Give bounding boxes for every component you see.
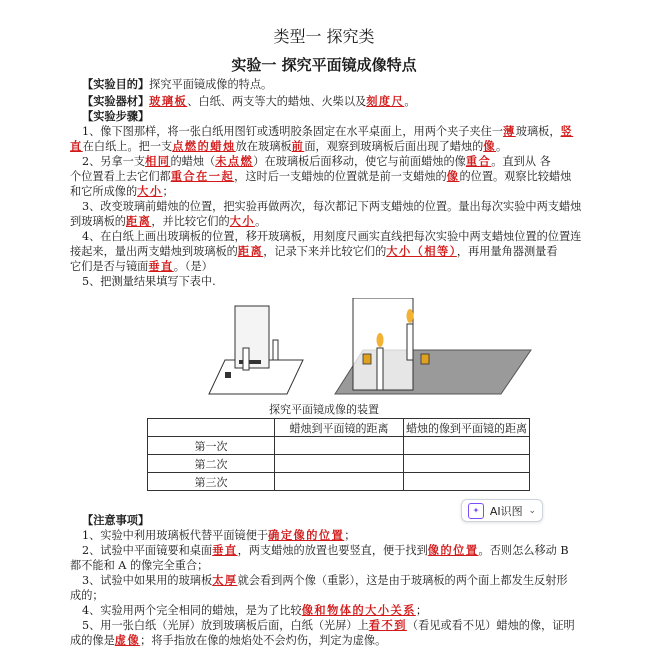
step-2-text-e: 个位置看上去它们都 bbox=[70, 170, 171, 183]
step-2-end: ； bbox=[162, 185, 174, 198]
equipment-end: 。 bbox=[404, 95, 416, 108]
answer-image-2: 像 bbox=[446, 169, 460, 183]
answer-perpendicular-2: 垂直 bbox=[212, 543, 238, 557]
step-4-text-d: ，再用量角器测量看 bbox=[456, 245, 558, 258]
step-5-line bbox=[82, 274, 622, 289]
step-2-line-b bbox=[70, 169, 610, 184]
clip-holder bbox=[239, 360, 261, 364]
table-cell[interactable] bbox=[404, 455, 530, 473]
row-label: 第二次 bbox=[148, 455, 275, 473]
row-label: 第一次 bbox=[148, 437, 275, 455]
image-flame-icon bbox=[407, 309, 414, 323]
glass-plate bbox=[235, 306, 269, 368]
step-3-text-b: 到玻璃板的 bbox=[70, 215, 126, 228]
step-2-line-a bbox=[82, 154, 622, 169]
right-apparatus bbox=[335, 298, 531, 394]
answer-thin: 薄 bbox=[503, 124, 516, 138]
note-4-end: ； bbox=[415, 604, 428, 617]
answer-glass-plate: 玻璃板 bbox=[149, 94, 188, 108]
steps-heading bbox=[82, 109, 622, 124]
measurement-table bbox=[147, 418, 530, 491]
experiment-title: 实验一 探究平面镜成像特点 bbox=[231, 56, 417, 74]
note-2-line-b bbox=[70, 558, 610, 573]
purpose-line bbox=[82, 77, 622, 92]
answer-size-relation: 像和物体的大小关系 bbox=[301, 603, 416, 617]
ai-icon: ✦ bbox=[468, 503, 484, 519]
type-title: 类型一 探究类 bbox=[273, 27, 375, 46]
answer-coincide: 重合 bbox=[465, 154, 492, 168]
equipment-label: 【实验器材】 bbox=[82, 94, 150, 108]
note-3-line-b bbox=[70, 588, 610, 603]
step-1-text: 1、像下图那样，将一张白纸用图钉或透明胶条固定在水平桌面上，用两个夹子夹住一 bbox=[82, 125, 504, 138]
note-5-line-b bbox=[70, 633, 610, 648]
equipment-line bbox=[82, 94, 622, 109]
step-2-text-d: 。直到从 各 bbox=[491, 155, 551, 168]
note-1-end: ； bbox=[344, 529, 356, 542]
answer-coincide-together: 重合在一起 bbox=[170, 169, 235, 183]
note-3-text-c: 成的； bbox=[70, 589, 104, 602]
note-5-text-c: 成的像是 bbox=[70, 634, 115, 647]
step-2-text-h: 和它所成像的 bbox=[70, 185, 138, 198]
note-4-line bbox=[82, 603, 622, 618]
step-4-end: 。（是） bbox=[173, 260, 213, 273]
step-1-line-b bbox=[70, 139, 610, 154]
step-4-text-c: ，记录下来并比较它们的 bbox=[263, 245, 387, 258]
answer-too-thick: 太厚 bbox=[212, 573, 238, 587]
step-5-text: 5、把测量结果填写下表中. bbox=[82, 275, 216, 288]
note-5-text-b: （看见或看不见）蜡烛的像，证明 bbox=[406, 619, 575, 632]
answer-virtual-image: 虚像 bbox=[114, 633, 141, 647]
step-1-text-b: 玻璃板， bbox=[515, 125, 561, 138]
table-header-row bbox=[148, 419, 530, 437]
answer-image-position: 像的位置 bbox=[427, 543, 479, 557]
note-1-text: 1、实验中利用玻璃板代替平面镜便于 bbox=[82, 529, 269, 542]
step-3-text: 3、改变玻璃前蜡烛的位置，把实验再做两次，每次都记下两支蜡烛的位置。量出每次实验中两支蜡烛 bbox=[82, 200, 582, 213]
table-cell[interactable] bbox=[275, 437, 404, 455]
step-2-line-c bbox=[70, 184, 610, 199]
answer-ruler: 刻度尺 bbox=[366, 94, 405, 108]
step-4-line-a bbox=[82, 229, 622, 244]
step-4-text-b: 接起来，量出两支蜡烛到玻璃板的 bbox=[70, 245, 238, 258]
back-candle bbox=[273, 340, 278, 360]
notes-label: 【注意事项】 bbox=[82, 513, 150, 527]
answer-lit-candle: 点燃的蜡烛 bbox=[172, 139, 236, 153]
note-2-text-b: ，两支蜡烛的放置也要竖直，便于找到 bbox=[237, 544, 428, 557]
step-2-text-b: 的蜡烛（ bbox=[170, 155, 216, 168]
table-cell[interactable] bbox=[275, 455, 404, 473]
answer-vertical-b: 直 bbox=[70, 139, 83, 153]
candle-flame-icon bbox=[377, 333, 384, 347]
answer-image: 像 bbox=[483, 139, 497, 153]
step-1-text-d: 放在玻璃板 bbox=[235, 140, 292, 153]
apparatus-figure bbox=[195, 298, 535, 400]
table-row bbox=[148, 455, 530, 473]
table-cell[interactable] bbox=[275, 473, 404, 491]
step-1-end: 。 bbox=[496, 140, 508, 153]
note-2-text-d: 都不能和 A 的像完全重合； bbox=[70, 559, 209, 572]
notes-heading bbox=[82, 513, 622, 528]
note-2-text: 2、试验中平面镜要和桌面 bbox=[82, 544, 213, 557]
table-cell[interactable] bbox=[404, 437, 530, 455]
step-2-text: 2、另拿一支 bbox=[82, 155, 146, 168]
note-3-text-b: 就会看到两个像（重影），这是由于玻璃板的两个面上都发生反射形 bbox=[237, 574, 568, 587]
answer-size: 大小 bbox=[137, 184, 163, 198]
ai-button-label: AI识图 bbox=[489, 504, 523, 518]
note-1-line bbox=[82, 528, 622, 543]
equipment-text: 、白纸、两支等大的蜡烛、火柴以及 bbox=[187, 95, 367, 108]
answer-cannot-see: 看不到 bbox=[368, 618, 407, 632]
step-4-line-c bbox=[70, 259, 610, 274]
answer-vertical-a: 竖 bbox=[560, 124, 574, 138]
table-row bbox=[148, 437, 530, 455]
answer-unlit: 未点燃 bbox=[215, 154, 254, 168]
answer-size-2: 大小 bbox=[229, 214, 256, 228]
answer-perpendicular: 垂直 bbox=[148, 259, 174, 273]
note-3-line-a bbox=[82, 573, 622, 588]
answer-same: 相同 bbox=[145, 154, 171, 168]
table-header-cell bbox=[148, 419, 275, 437]
step-4-line-b bbox=[70, 244, 610, 259]
chevron-down-icon: ⌄ bbox=[528, 505, 536, 516]
lit-candle bbox=[377, 348, 383, 390]
clip bbox=[225, 372, 231, 378]
step-2-text-f: ，这时后一支蜡烛的位置就是前一支蜡烛的 bbox=[234, 170, 447, 183]
table-header-cell: 蜡烛到平面镜的距离 bbox=[275, 419, 404, 437]
step-3-line-a bbox=[82, 199, 622, 214]
candle-base-left bbox=[363, 354, 371, 364]
table-header-cell: 蜡烛的像到平面镜的距离 bbox=[404, 419, 530, 437]
left-apparatus bbox=[209, 306, 303, 394]
note-2-line-a bbox=[82, 543, 622, 558]
purpose-text: 探究平面镜成像的特点。 bbox=[149, 78, 273, 91]
image-candle bbox=[407, 324, 413, 360]
figure-caption: 探究平面镜成像的装置 bbox=[269, 403, 379, 416]
step-3-end: 。 bbox=[255, 215, 267, 228]
step-1-text-e: 面，观察到玻璃板后面出现了蜡烛的 bbox=[304, 140, 484, 153]
note-2-text-c: 。否则怎么移动 B bbox=[478, 544, 569, 557]
step-1-text-c: 在白纸上。把一支 bbox=[82, 140, 173, 153]
step-2-text-c: ）在玻璃板后面移动，使它与前面蜡烛的像 bbox=[253, 155, 466, 168]
answer-distance: 距离 bbox=[125, 214, 152, 228]
candle-base-right bbox=[421, 354, 429, 364]
answer-front: 前 bbox=[291, 139, 305, 153]
note-5-text: 5、用一张白纸（光屏）放到玻璃板后面，白纸（光屏）上 bbox=[82, 619, 369, 632]
row-label: 第三次 bbox=[148, 473, 275, 491]
front-candle bbox=[243, 348, 249, 370]
step-4-text-e: 它们是否与镜面 bbox=[70, 260, 149, 273]
answer-size-equal: 大小（相等） bbox=[386, 244, 457, 258]
step-3-line-b bbox=[70, 214, 610, 229]
step-2-text-g: 的位置。观察比较蜡烛 bbox=[459, 170, 572, 183]
step-1-line-a bbox=[82, 124, 622, 139]
answer-distance-2: 距离 bbox=[237, 244, 264, 258]
note-4-text: 4、实验用两个完全相同的蜡烛，是为了比较 bbox=[82, 604, 302, 617]
step-3-text-c: ，并比较它们的 bbox=[151, 215, 230, 228]
note-5-line-a bbox=[82, 618, 622, 633]
table-row bbox=[148, 473, 530, 491]
purpose-label: 【实验目的】 bbox=[82, 77, 150, 91]
table-cell[interactable] bbox=[404, 473, 530, 491]
note-5-end: ；将手指放在像的烛焰处不会灼伤，判定为虚像。 bbox=[140, 634, 387, 647]
note-3-text: 3、试验中如果用的玻璃板 bbox=[82, 574, 213, 587]
answer-locate-image: 确定像的位置 bbox=[268, 528, 345, 542]
steps-label: 【实验步骤】 bbox=[82, 109, 150, 123]
step-4-text: 4、在白纸上画出玻璃板的位置，移开玻璃板，用刻度尺画实直线把每次实验中两支蜡烛位置的位置连 bbox=[82, 230, 582, 243]
